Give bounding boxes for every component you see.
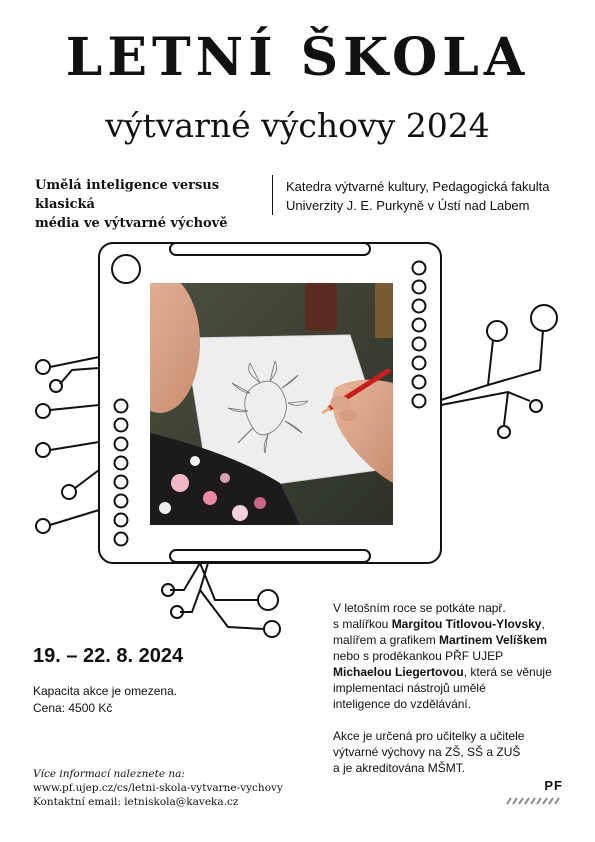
more-info-label: Více informací naleznete na: [33, 768, 185, 780]
description-paragraph-1 [333, 600, 573, 712]
desc-line: implementaci nástrojů umělé [333, 681, 486, 695]
desc-line: V letošním roce se potkáte např. [333, 601, 506, 615]
camera-icon [112, 255, 140, 283]
website-link[interactable]: www.pf.ujep.cz/cs/letni-skola-vytvarne-vychovy [33, 782, 283, 794]
pf-logo-stripes [505, 778, 565, 808]
right-circuit-lines [441, 305, 557, 438]
drawing-photo [150, 283, 393, 525]
drawing-scene [150, 283, 393, 525]
tablet-top-tab [170, 243, 370, 255]
desc-punct: , [541, 617, 545, 631]
artist-name: Martinem Velíškem [439, 633, 548, 647]
organizer-line-2: Univerzity J. E. Purkyně v Ústí nad Labem [286, 198, 530, 213]
artist-name: Margitou Titlovou-Ylovsky [391, 617, 542, 631]
pf-logo-text: PF [544, 778, 563, 793]
contact-email[interactable]: Kontaktní email: letniskola@kaveka.cz [33, 796, 239, 808]
desc-line: výtvarné výchovy na ZŠ, SŠ a ZUŠ [333, 745, 521, 759]
event-date: 19. – 22. 8. 2024 [33, 645, 184, 667]
desc-line: malířem a grafikem [333, 633, 440, 647]
capacity-info [33, 683, 177, 717]
capacity-text: Kapacita akce je omezena. [33, 684, 178, 698]
desc-line: Akce je určená pro učitelky a učitele [333, 729, 525, 743]
topic-line-2: média ve výtvarné výchově [35, 216, 228, 231]
desc-line: nebo s proděkankou PŘF UJEP [333, 649, 504, 663]
description-text [333, 600, 573, 792]
main-subtitle: výtvarné výchovy 2024 [105, 106, 490, 145]
price-text: Cena: 4500 Kč [33, 701, 113, 715]
bottom-circuit-lines [162, 563, 280, 637]
contact-block [33, 767, 283, 809]
left-circuit-lines [36, 357, 99, 533]
speaker-name: Michaelou Liegertovou [333, 665, 464, 679]
organizer-line-1: Katedra výtvarné kultury, Pedagogická fakulta [286, 179, 550, 194]
desc-line: , která se věnuje [463, 665, 552, 679]
desc-line: s malířkou [333, 617, 392, 631]
desc-line: a je akreditována MŠMT. [333, 761, 466, 775]
pf-logo [505, 778, 565, 808]
desc-line: inteligence do vzdělávání. [333, 697, 472, 711]
description-paragraph-2 [333, 728, 573, 776]
main-title: LETNÍ ŠKOLA [65, 27, 530, 88]
tablet-bottom-tab [170, 550, 370, 562]
topic-line-1: Umělá inteligence versus klasická [35, 178, 220, 212]
